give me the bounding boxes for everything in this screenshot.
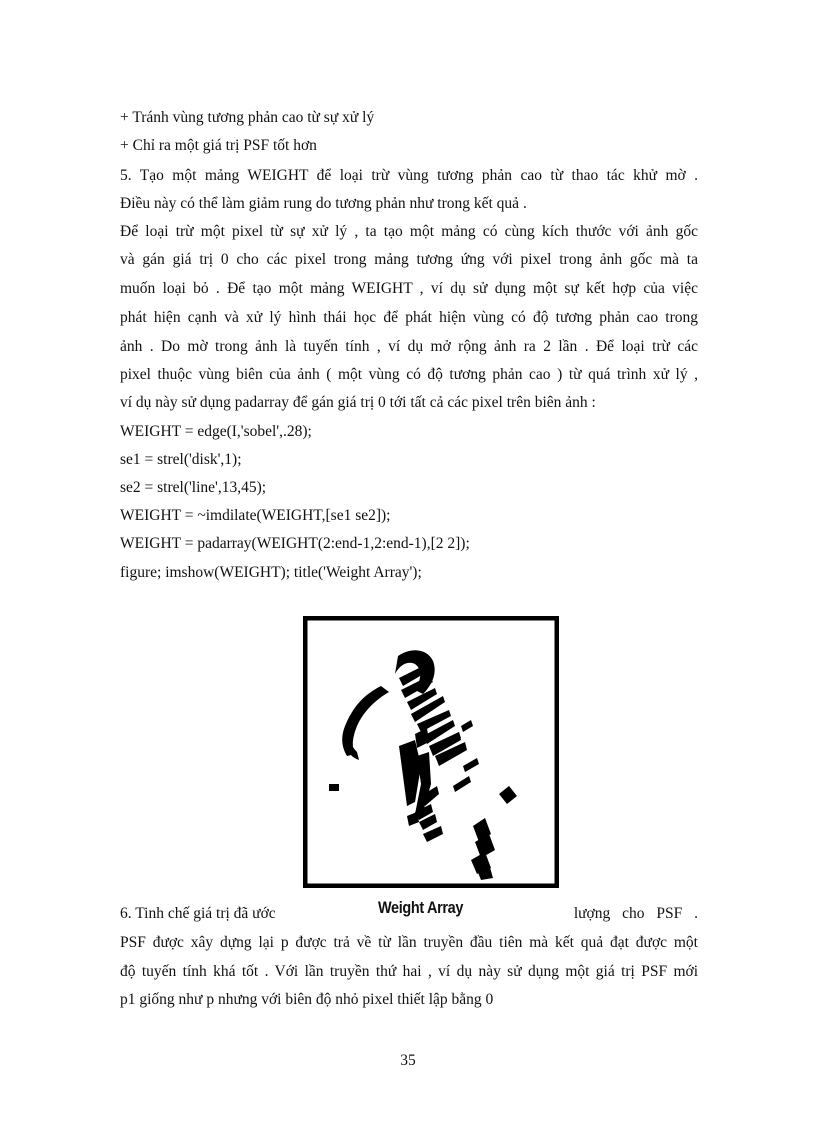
code-line: se1 = strel('disk',1); [120,451,242,468]
paragraph-line: ví dụ này sử dụng padarray để gán giá trị 0 tới tất cả các pixel trên biên ảnh : [120,394,596,411]
weight-array-image [303,616,559,888]
paragraph-line: Điều này có thể làm giảm rung do tương phản như trong kết quả . [120,195,527,212]
paragraph-line: và gán giá trị 0 cho các pixel trong mảng tương ứng với pixel trong ảnh gốc mà ta [120,251,698,268]
code-line: WEIGHT = padarray(WEIGHT(2:end-1,2:end-1),[2 2]); [120,535,470,552]
paragraph-line: p1 giống như p nhưng với biên độ nhỏ pixel thiết lập bằng 0 [120,991,494,1008]
bullet-line: + Chỉ ra một giá trị PSF tốt hơn [120,137,317,154]
code-line: se2 = strel('line',13,45); [120,479,267,496]
paragraph-line: PSF được xây dựng lại p được trả về từ lần truyền đầu tiên mà kết quả đạt được một [120,934,698,951]
paragraph-line: Để loại trừ một pixel từ sự xử lý , ta tạo một mảng có cùng kích thước với ảnh gốc [120,223,698,240]
figure-caption: Weight Array [378,898,464,917]
page-number: 35 [400,1052,416,1069]
code-line: WEIGHT = ~imdilate(WEIGHT,[se1 se2]); [120,507,391,524]
paragraph-line: pixel thuộc vùng biên của ảnh ( một vùng có độ tương phản cao ) từ quá trình xử lý , [120,366,698,383]
paragraph-line: phát hiện cạnh và xử lý hình thái học để phát hiện vùng có độ tương phản cao trong [120,309,698,326]
step-6-text-end: lượng cho PSF . [573,905,698,922]
bullet-line: + Tránh vùng tương phản cao từ sự xử lý [120,109,375,126]
paragraph-line: ảnh . Do mờ trong ảnh là tuyến tính , ví dụ mở rộng ảnh ra 2 lần . Để loại trừ các [120,338,698,355]
paragraph-line: muốn loại bỏ . Để tạo một mảng WEIGHT , ví dụ sử dụng một sự kết hợp của việc [120,280,698,297]
code-line: WEIGHT = edge(I,'sobel',.28); [120,423,312,440]
paragraph-line: độ tuyến tính khá tốt . Với lần truyền thứ hai , ví dụ này sử dụng một giá trị PSF mới [120,963,698,980]
paragraph-line: 5. Tạo một mảng WEIGHT để loại trừ vùng tương phản cao từ thao tác khử mờ . [120,167,698,184]
code-line: figure; imshow(WEIGHT); title('Weight Array'); [120,564,422,581]
step-6-text-start: 6. Tinh chế giá trị đã ước [120,905,276,922]
